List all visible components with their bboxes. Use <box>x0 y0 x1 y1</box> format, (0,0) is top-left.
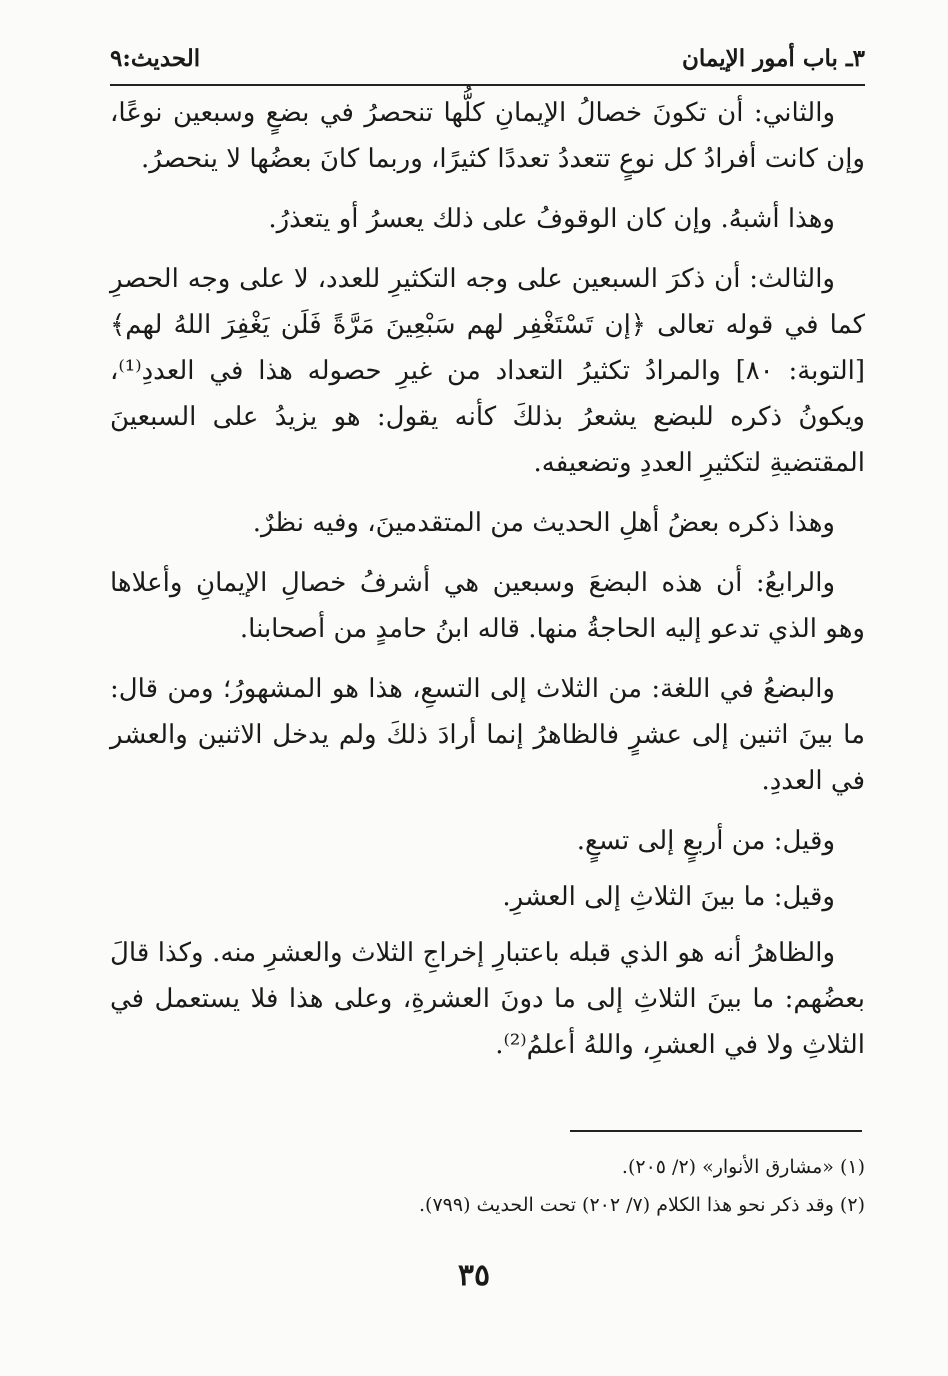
paragraph-third-view: والثالث: أن ذكرَ السبعين على وجه التكثيرِ للعدد، لا على وجه الحصرِ كما في قوله تعالى ﴿إن تَسْتَغْفِر لهم سَبْعِينَ مَرَّةً فَلَن يَغْفِرَ اللهُ لهم﴾ [التوبة: ٨٠] والمرادُ تكثيرُ التعداد من غيرِ حصوله هذا في العددِ⁽¹⁾، ويكونُ ذكره للبضع يشعرُ بذلكَ كأنه يقول: هو يزيدُ على السبعينَ المقتضيةِ لتكثيرِ العددِ وتضعيفه. <box>110 264 865 478</box>
hadith-reference: الحديث:٩ <box>110 44 201 72</box>
running-header <box>110 38 865 78</box>
paragraph-conclusion: والظاهرُ أنه هو الذي قبله باعتبارِ إخراجِ الثلاث والعشرِ منه. وكذا قالَ بعضُهم: ما بينَ الثلاثِ إلى ما دونَ العشرةِ، وعلى هذا فلا يستعمل في الثلاثِ ولا في العشرِ، واللهُ أعلمُ⁽²⁾. <box>110 938 865 1060</box>
footnotes <box>110 1148 865 1224</box>
chapter-title: ٣ـ باب أمور الإيمان <box>682 44 865 72</box>
paragraph-attribution: وهذا ذكره بعضُ أهلِ الحديث من المتقدمينَ، وفيه نظرٌ. <box>252 508 835 538</box>
paragraph-alternative-two: وقيل: ما بينَ الثلاثِ إلى العشرِ. <box>502 882 835 912</box>
paragraph-preference: وهذا أشبهُ. وإن كان الوقوفُ على ذلك يعسرُ أو يتعذرُ. <box>268 204 835 234</box>
footnote-2: (٢) وقد ذكر نحو هذا الكلام (٧/ ٢٠٢) تحت الحديث (٧٩٩). <box>418 1194 865 1216</box>
footnote-divider <box>570 1130 862 1132</box>
page-number: ٣٥ <box>457 1258 491 1293</box>
main-text <box>110 90 865 1082</box>
paragraph-linguistic-definition: والبضعُ في اللغة: من الثلاث إلى التسعِ، هذا هو المشهورُ؛ ومن قال: ما بينَ اثنين إلى عشرٍ فالظاهرُ إنما أرادَ ذلكَ ولم يدخل الاثنين والعشر في العددِ. <box>110 674 865 796</box>
paragraph-fourth-view: والرابعُ: أن هذه البضعَ وسبعين هي أشرفُ خصالِ الإيمانِ وأعلاها وهو الذي تدعو إليه الحاجةُ منها. قاله ابنُ حامدٍ من أصحابنا. <box>110 568 865 644</box>
paragraph-alternative-one: وقيل: من أربعٍ إلى تسعٍ. <box>576 826 835 856</box>
header-divider <box>110 84 865 86</box>
paragraph-second-view: والثاني: أن تكونَ خصالُ الإيمانِ كلُّها تنحصرُ في بضعٍ وسبعين نوعًا، وإن كانت أفرادُ كل نوعٍ تتعددُ تعددًا كثيرًا، وربما كانَ بعضُها لا ينحصرُ. <box>110 98 865 174</box>
footnote-1: (١) «مشارق الأنوار» (٢/ ٢٠٥). <box>621 1156 865 1178</box>
